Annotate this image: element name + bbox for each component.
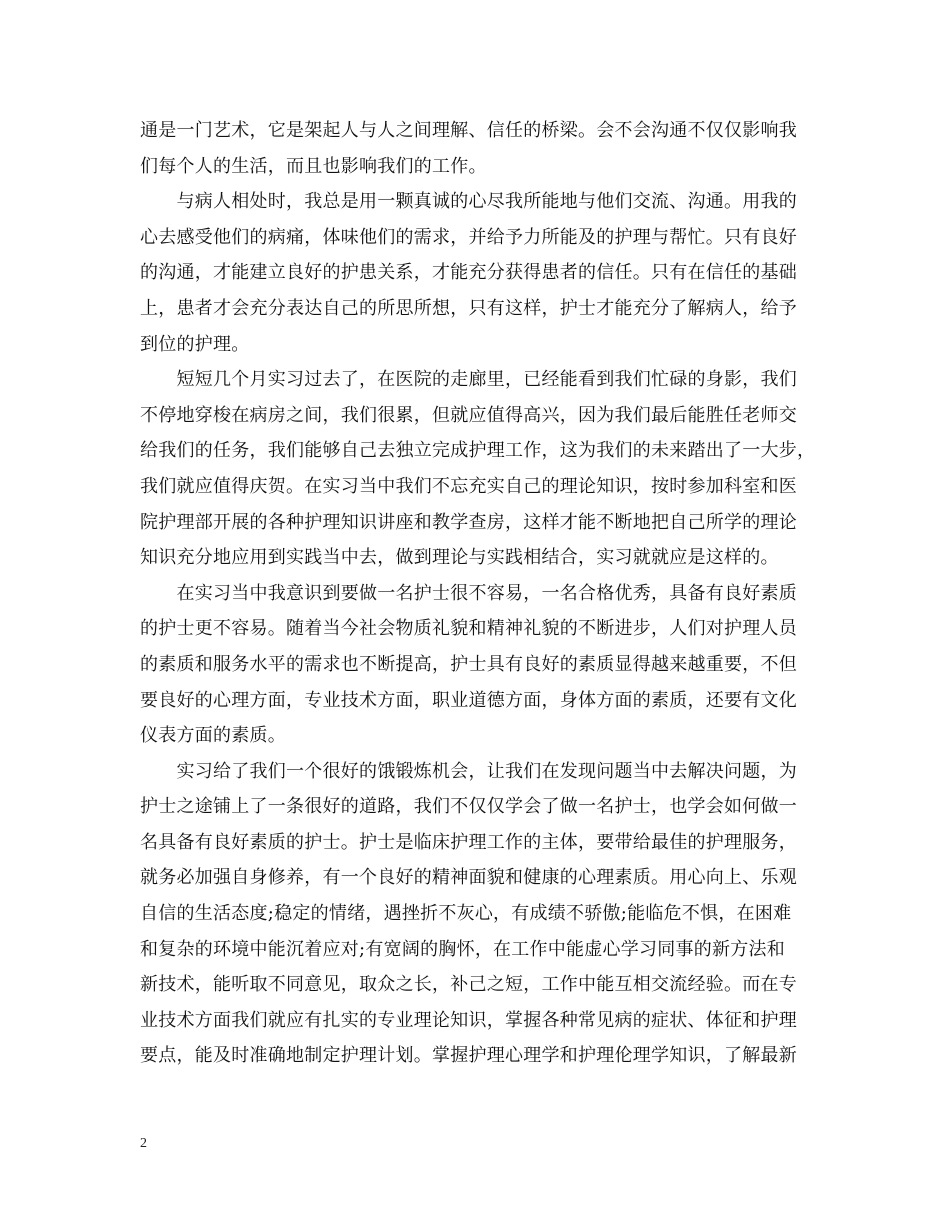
text-line: 院护理部开展的各种护理知识讲座和教学查房，这样才能不断地把自己所学的理论: [140, 511, 797, 533]
text-line: 我们就应值得庆贺。在实习当中我们不忘充实自己的理论知识，按时参加科室和医: [140, 475, 797, 497]
text-line: 的护士更不容易。随着当今社会物质礼貌和精神礼貌的不断进步，人们对护理人员: [140, 618, 797, 640]
text-line: 心去感受他们的病痛，体味他们的需求，并给予力所能及的护理与帮忙。只有良好: [140, 226, 797, 248]
text-line: 就务必加强自身修养，有一个良好的精神面貌和健康的心理素质。用心向上、乐观: [140, 867, 797, 889]
text-line: 业技术方面我们就应有扎实的专业理论知识，掌握各种常见病的症状、体征和护理: [140, 1009, 797, 1031]
text-line: 和复杂的环境中能沉着应对;有宽阔的胸怀，在工作中能虚心学习同事的新方法和: [140, 938, 786, 960]
text-line: 通是一门艺术，它是架起人与人之间理解、信任的桥梁。会不会沟通不仅仅影响我: [140, 120, 797, 141]
text-line: 知识充分地应用到实践当中去，做到理论与实践相结合，实习就就应是这样的。: [140, 547, 779, 569]
text-line: 自信的生活态度;稳定的情绪，遇挫折不灰心，有成绩不骄傲;能临危不惧，在困难: [140, 903, 792, 925]
text-line: 实习给了我们一个很好的饿锻炼机会，让我们在发现问题当中去解决问题，为: [140, 760, 797, 782]
text-line: 新技术，能听取不同意见，取众之长，补己之短，工作中能互相交流经验。而在专: [140, 974, 797, 996]
text-line: 与病人相处时，我总是用一颗真诚的心尽我所能地与他们交流、沟通。用我的: [140, 191, 797, 213]
page-number: 2: [140, 1136, 147, 1151]
text-line: 仪表方面的素质。: [140, 725, 286, 747]
text-line: 名具备有良好素质的护士。护士是临床护理工作的主体，要带给最佳的护理服务，: [140, 831, 797, 853]
text-line: 要点，能及时准确地制定护理计划。掌握护理心理学和护理伦理学知识，了解最新: [140, 1045, 797, 1067]
text-line: 的沟通，才能建立良好的护患关系，才能充分获得患者的信任。只有在信任的基础: [140, 262, 797, 284]
text-line: 给我们的任务，我们能够自己去独立完成护理工作，这为我们的未来踏出了一大步，: [140, 440, 816, 462]
text-line: 上，患者才会充分表达自己的所思所想，只有这样，护士才能充分了解病人，给予: [140, 297, 797, 319]
text-line: 在实习当中我意识到要做一名护士很不容易，一名合格优秀，具备有良好素质: [140, 582, 797, 604]
text-line: 短短几个月实习过去了，在医院的走廊里，已经能看到我们忙碌的身影，我们: [140, 369, 797, 391]
text-line: 护士之途铺上了一条很好的道路，我们不仅仅学会了做一名护士，也学会如何做一: [140, 796, 797, 818]
text-line: 不停地穿梭在病房之间，我们很累，但就应值得高兴，因为我们最后能胜任老师交: [140, 404, 797, 426]
text-line: 的素质和服务水平的需求也不断提高，护士具有良好的素质显得越来越重要，不但: [140, 653, 797, 675]
text-line: 们每个人的生活，而且也影响我们的工作。: [140, 155, 487, 177]
text-line: 到位的护理。: [140, 333, 250, 355]
text-line: 要良好的心理方面，专业技术方面，职业道德方面，身体方面的素质，还要有文化: [140, 689, 797, 711]
body-text: [140, 113, 830, 1074]
